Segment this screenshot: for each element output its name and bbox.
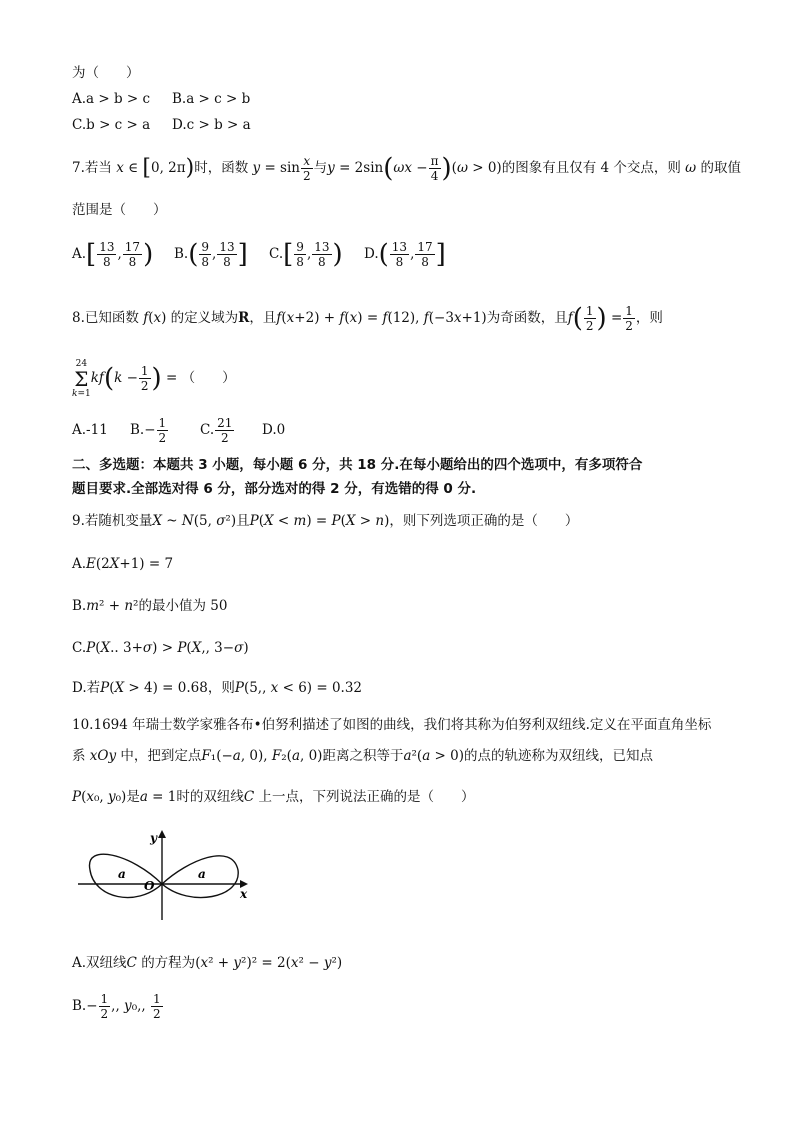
q8-stem: 8.已知函数 f(x) 的定义域为R，且f(x+2) + f(x) = f(12), f(−3x+1)为奇函数，且f( $\frac{1}{2}$ ) = $\frac{1}{2}$ ，则 [72,303,663,334]
q6-option-b: B.a > c > b [172,91,251,107]
section2-header-line1: 二、多选题：本题共 3 小题，每小题 6 分，共 18 分.在每小题给出的四个选项中，有多项符合 [72,457,643,473]
q10-option-a: A.双纽线C 的方程为(x² + y²)² = 2(x² − y²) [72,955,343,971]
q8-text-b: 的定义域为 [170,310,239,326]
q8-text-e: ，则 [635,310,663,326]
figure-label-x: x [240,887,248,901]
q7-option-c: C.[ $\frac{9}{8}$ , $\frac{13}{8}$ ) [269,239,343,270]
figure-label-o: O [144,879,155,893]
figure-label-a-left: a [118,867,126,881]
q6-options-row1 [72,90,250,108]
q8-text-c: ，且 [249,310,277,326]
sigma-symbol: 24 Σ k=1 [72,358,91,399]
q10-line1 [72,716,711,734]
q7-domain-bracket: [ [142,155,151,181]
q8-option-d: D.0 [262,422,286,438]
q8-tail: = （ ） [165,370,236,386]
section2-header-line2: 题目要求.全部选对得 6 分，部分选对的得 2 分，有选错的得 0 分. [72,481,477,497]
q8-text-a: 已知函数 [84,310,139,326]
q10-option-b: B.− $\frac{1}{2}$ ,, y₀,, $\frac{1}{2}$ [72,992,161,1021]
q9-option-c: C.P(X.. 3+σ) > P(X,, 3−σ) [72,640,249,656]
lemniscate-curve [89,854,238,897]
q7-option-a: A.[ $\frac{13}{8}$ , $\frac{17}{8}$ ) [72,239,154,270]
q10-number: 10. [72,717,94,733]
q7-domain-math: x ∈ [116,160,143,176]
q9-stem: 9.若随机变量X ~ N(5, σ²)且P(X < m) = P(X > n)，则下列选项正确的是（ ） [72,513,579,529]
q7-option-d: D.( $\frac{13}{8}$ , $\frac{17}{8}$ ] [364,239,446,270]
q9-text-b: 且 [236,513,250,529]
q7-line2: 范围是（ ） [72,202,167,218]
q8-option-b: B.− $\frac{1}{2}$ [130,416,167,445]
q6-options-row2 [72,116,251,134]
q8-option-c: C. $\frac{21}{2}$ [200,416,233,445]
q9-number: 9. [72,513,85,529]
q10-line1-text: 1694 年瑞士数学家雅各布•伯努利描述了如图的曲线，我们将其称为伯努利双纽线.定义在平面直角坐标 [93,717,712,733]
q8-number: 8. [72,310,85,326]
lemniscate-figure [72,828,262,920]
q10-line2: 系 xOy 中，把到定点F₁(−a, 0), F₂(a, 0)距离之积等于a²(a > 0)的点的轨迹称为双纽线，已知点 [72,748,654,764]
q7-option-b: B.( $\frac{9}{8}$ , $\frac{13}{8}$ ] [174,239,248,270]
q7-text-d: 的图象有且仅有 4 个交点，则 [501,160,681,176]
q6-option-d: D.c > b > a [172,117,251,133]
q7-stem: 7.若当 x ∈ [0, 2π)时，函数 y = sin $\frac{x}{2}$ 与y = 2sin(ωx − $\frac{\pi}{4}$ )(ω > 0)的图象有且仅有 4 个交点，则 ω 的取值 [72,153,741,184]
figure-label-y: y [150,831,157,845]
q7-text-b: 时，函数 [194,160,249,176]
q10-line3: P(x₀, y₀)是a = 1时的双纽线C 上一点，下列说法正确的是（ ） [72,789,475,805]
q9-option-d: D.若P(X > 4) = 0.68，则P(5,, x < 6) = 0.32 [72,680,362,696]
q7-number: 7. [72,160,85,176]
q6-option-c: C.b > c > a [72,117,151,133]
q9-option-a: A.E(2X+1) = 7 [72,556,174,572]
q7-fraction-x-over-2: $\frac{x}{2}$ [303,154,311,183]
q7-text-a: 若当 [84,160,112,176]
q7-text-c: 与 [313,160,328,176]
q9-option-b: B.m² + n²的最小值为 50 [72,598,228,614]
q8-option-a: A.-11 [72,422,108,438]
q7-text-e: 的取值 [700,160,741,176]
y-axis-arrow [158,830,166,838]
q7-options [72,234,446,274]
q9-text-c: ，则下列选项正确的是（ ） [389,513,579,529]
q6-option-a: A.a > b > c [72,91,151,107]
q8-options [72,410,285,450]
q9-text-a: 若随机变量 [84,513,153,529]
q6-tail: 为（ ） [72,65,140,81]
q8-sum-line: 24 Σ k=1 kf(k − $\frac{1}{2}$ ) = （ ） [72,358,236,399]
q8-text-d: 为奇函数，且 [486,310,568,326]
figure-label-a-right: a [198,867,206,881]
